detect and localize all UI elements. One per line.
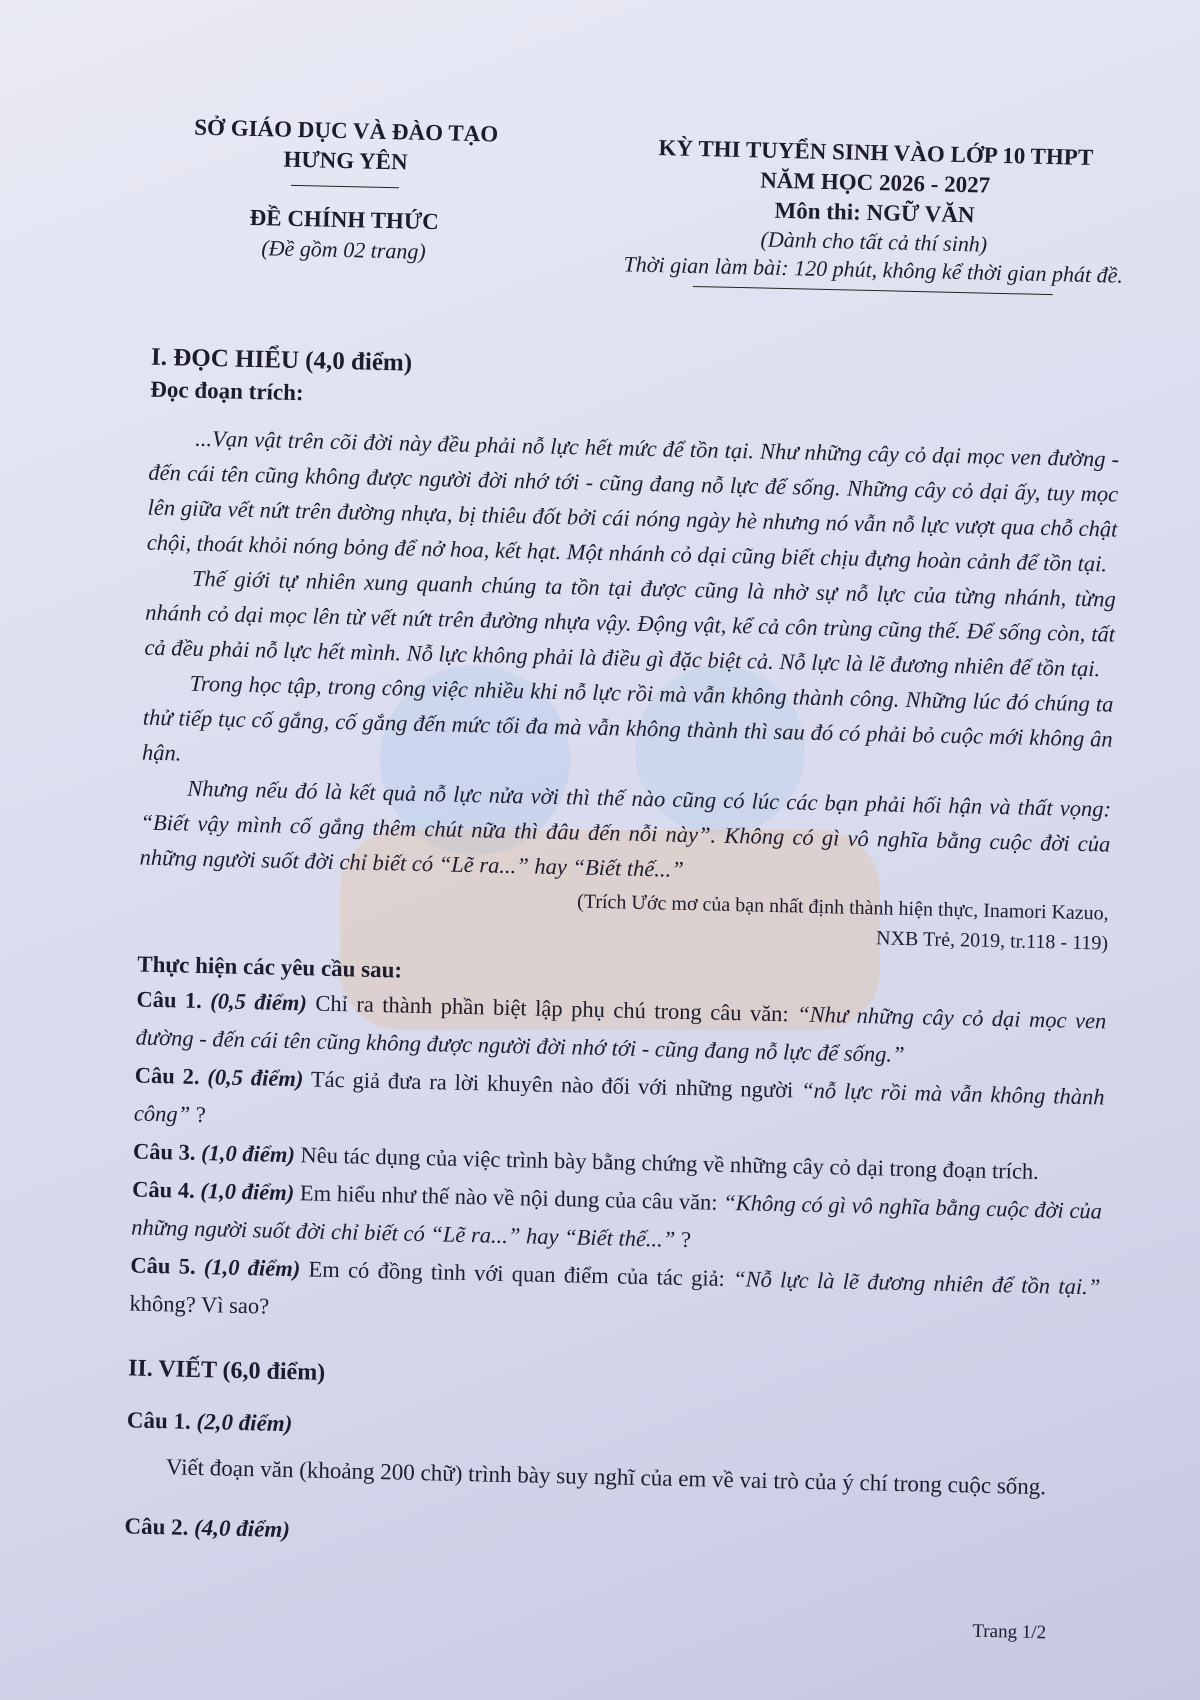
question-label: Câu 2. — [124, 1513, 189, 1540]
question-score: (1,0 điểm) — [200, 1140, 296, 1168]
question-label: Câu 1. — [136, 986, 203, 1014]
question-tail: ? — [680, 1226, 692, 1253]
citation-line2: NXB Trẻ, 2019, tr.118 - 119) — [875, 927, 1109, 955]
question-score: (0,5 điểm) — [207, 1064, 304, 1092]
requirements-title: Thực hiện các yêu cầu sau: — [137, 951, 403, 983]
pages-note: (Đề gồm 02 trang) — [261, 235, 427, 264]
writing-question-2-heading — [124, 1510, 1094, 1564]
question-tail: không? Vì sao? — [129, 1290, 270, 1319]
passage-paragraph: Trong học tập, trong công việc nhiều khi nỗ lực rồi mà vẫn không thành công. Những lúc đó chúng ta thử tiếp tục cố gắng, cố gắng đến mức tối đa mà vẫn không thành thì sau đó có phải bỏ cuộc mới không ân hận. — [141, 670, 1114, 766]
question-quote: “Không có gì vô nghĩa bằng cuộc đời của những người suốt đời chỉ biết có “Lẽ ra...” hay “Biết thế...” — [131, 1189, 1103, 1252]
question-score: (4,0 điểm) — [193, 1514, 291, 1543]
section-reading-title: I. ĐỌC HIỂU (4,0 điểm) — [150, 343, 413, 377]
question-score: (1,0 điểm) — [200, 1178, 295, 1206]
question-label: Câu 3. — [132, 1138, 196, 1165]
question-quote: “Nỗ lực là lẽ đương nhiên để tồn tại.” — [732, 1266, 1101, 1300]
department-line2: HƯNG YÊN — [283, 146, 408, 175]
question-tail: ? — [195, 1101, 207, 1128]
question-label: Câu 4. — [131, 1176, 196, 1203]
citation-line1: (Trích Ước mơ của bạn nhất định thành hiện thực, Inamori Kazuo, — [576, 890, 1109, 925]
question-score: (0,5 điểm) — [210, 988, 308, 1016]
question-text: Chỉ ra thành phần biệt lập phụ chú trong câu văn: — [315, 990, 790, 1027]
header-left — [153, 112, 536, 270]
question-text: Tác giả đưa ra lời khuyên nào đối với những người — [310, 1066, 794, 1103]
writing-question-1-text: Viết đoạn văn (khoảng 200 chữ) trình bày suy nghĩ của em về vai trò của ý chí trong cuộc sống. — [165, 1454, 1047, 1500]
question-label: Câu 1. — [126, 1407, 192, 1434]
official-label: ĐỀ CHÍNH THỨC — [249, 204, 440, 235]
question-quote: “Như những cây cỏ dại mọc ven đường - đến cái tên cũng không được người đời nhớ tới - cũng đang nỗ lực để sống.” — [135, 1001, 1107, 1067]
read-label: Đọc đoạn trích: — [150, 376, 304, 406]
section-writing-title: II. VIẾT (6,0 điểm) — [127, 1355, 326, 1386]
question-score: (1,0 điểm) — [203, 1254, 301, 1282]
question-score: (2,0 điểm) — [196, 1408, 293, 1437]
subject: Môn thi: NGỮ VĂN — [774, 197, 975, 228]
question-text: Em có đồng tình với quan điểm của tác giả: — [308, 1256, 726, 1291]
question-text: Em hiểu như thế nào về nội dung của câu văn: — [299, 1180, 718, 1215]
exam-body — [124, 342, 1121, 1565]
question-text: Nêu tác dụng của việc trình bày bằng chứng về những cây cỏ dại trong đoạn trích. — [300, 1142, 1040, 1185]
question-label: Câu 2. — [134, 1062, 200, 1089]
exam-title: KỲ THI TUYỂN SINH VÀO LỚP 10 THPT — [658, 135, 1094, 171]
time-note: Thời gian làm bài: 120 phút, không kể thời gian phát đề. — [623, 251, 1124, 288]
question-quote: “nỗ lực rồi mà vẫn không thành công” — [133, 1077, 1105, 1127]
header-left-divider — [291, 185, 399, 188]
header-right-divider — [693, 286, 1053, 295]
page-number: Trang 1/2 — [972, 1620, 1047, 1644]
for-all-note: (Dành cho tất cả thí sinh) — [760, 226, 988, 257]
passage-paragraph: ...Vạn vật trên cõi đời này đều phải nỗ lực hết mức để tồn tại. Như những cây cỏ dại mọc ven đường - đến cái tên cũng không được người đời nhớ tới - cũng đang nỗ lực để sống. Những cây cỏ dại ấy, tuy mọc lên giữa vết nứt trên đường nhựa, bị thiêu đốt bởi cái nóng ngày hè nhưng nó vẫn nỗ lực vượt qua chỗ chật chội, thoát khỏi nóng bỏng để nở hoa, kết hạt. Một nhánh cỏ dại cũng biết chịu đựng hoàn cảnh để tồn tại. — [146, 425, 1120, 577]
question-label: Câu 5. — [130, 1252, 196, 1279]
reading-passage — [139, 420, 1119, 897]
passage-paragraph: Thế giới tự nhiên xung quanh chúng ta tồn tại được cũng là nhờ sự nỗ lực của từng nhánh, từng nhánh cỏ dại mọc lên từ vết nứt trên đường nhựa vậy. Động vật, kể cả côn trùng cũng thế. Để sống còn, tất cả đều phải nỗ lực hết mình. Nỗ lực không phải là điều gì đặc biệt cả. Nỗ lực là lẽ đương nhiên để tồn tại. — [144, 565, 1117, 682]
department-line1: SỞ GIÁO DỤC VÀ ĐÀO TẠO — [194, 114, 499, 147]
school-year: NĂM HỌC 2026 - 2027 — [759, 167, 991, 198]
header-right — [573, 131, 1176, 298]
passage-paragraph: Nhưng nếu đó là kết quả nỗ lực nửa vời thì thế nào cũng có lúc các bạn phải hối hận và thất vọng: “Biết vậy mình cố gắng thêm chút nữa thì đâu đến nỗi này”. Không có gì vô nghĩa bằng cuộc đời của những người suốt đời chỉ biết có “Lẽ ra...” hay “Biết thế...” — [139, 775, 1112, 882]
